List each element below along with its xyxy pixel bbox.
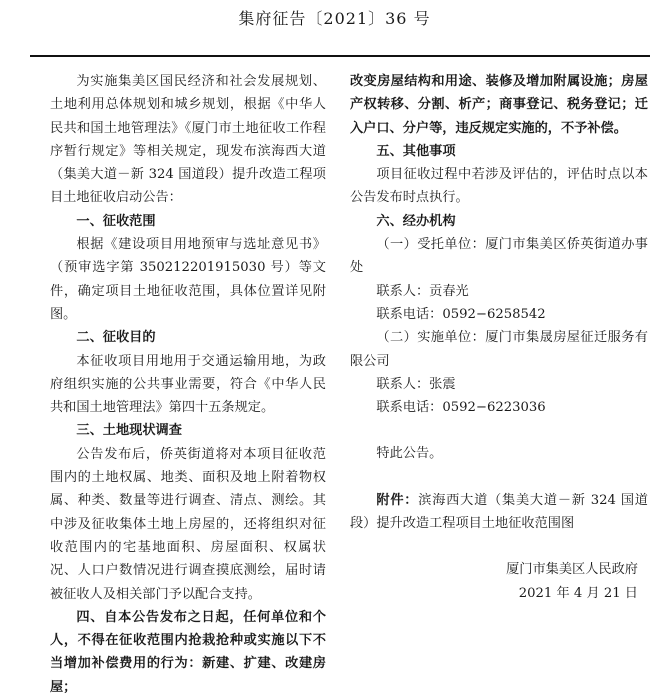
intro-paragraph: 为实施集美区国民经济和社会发展规划、土地利用总体规划和城乡规划，根据《中华人民共和国土地管理法》《厦门市土地征收工作程序暂行规定》等相关规定，现发布滨海西大道（集美大道－新 324 国道段）提升改造工程项目土地征收启动公告： <box>50 74 326 206</box>
section-2-title: 二、征收目的 <box>76 330 156 346</box>
section-1-text: 根据《建设项目用地预审与选址意见书》（预审选字第 350212201915030 号）等文件，确定项目土地征收范围，具体位置详见附图。 <box>50 237 326 322</box>
contact-phone-2: 联系电话：0592−6223036 <box>376 400 546 416</box>
left-column <box>50 70 326 699</box>
contact-phone-1: 联系电话：0592−6258542 <box>376 306 546 322</box>
section-2-text: 本征收项目用地用于交通运输用地，为政府组织实施的公共事业需要，符合《中华人民共和国土地管理法》第四十五条规定。 <box>50 353 326 416</box>
issue-date: 2021 年 4 月 21 日 <box>518 585 638 601</box>
contact-person-2: 联系人：张震 <box>376 376 456 392</box>
attachment-note <box>350 489 648 536</box>
document-number: 集府征告〔2021〕36 号 <box>238 9 431 28</box>
section-4-text-right: 改变房屋结构和用途、装修及增加附属设施；房屋产权转移、分割、析产；商事登记、税务登记；迁入户口、分户等，违反规定实施的，不予补偿。 <box>350 74 648 136</box>
closing-text: 特此公告。 <box>376 446 443 462</box>
header-rule <box>30 55 650 57</box>
section-5-text: 项目征收过程中若涉及评估的，评估时点以本公告发布时点执行。 <box>350 167 648 206</box>
section-1-title: 一、征收范围 <box>76 213 156 229</box>
attachment-label: 附件： <box>376 492 419 508</box>
section-4-text-left: 四、自本公告发布之日起，任何单位和个人，不得在征收范围内抢栽抢种或实施以下不当增加补偿费用的行为：新建、扩建、改建房屋； <box>50 609 326 695</box>
issuer-name: 厦门市集美区人民政府 <box>506 562 638 578</box>
contact-person-1: 联系人：贡春光 <box>376 283 469 299</box>
implementing-unit: （二）实施单位：厦门市集晟房屋征迁服务有限公司 <box>350 330 648 369</box>
entrusted-unit: （一）受托单位：厦门市集美区侨英街道办事处 <box>350 237 648 276</box>
section-3-text: 公告发布后，侨英街道将对本项目征收范围内的土地权属、地类、面积及地上附着物权属、种类、数量等进行调查、清点、测绘。其中涉及征收集体土地上房屋的，还将组织对征收范围内的宅基地面积、房屋面积、权属状况、人口户数情况进行调查摸底测绘，届时请被征收人及相关部门予以配合支持。 <box>50 446 326 602</box>
right-column <box>350 70 648 605</box>
section-6-title: 六、经办机构 <box>376 213 456 229</box>
section-5-title: 五、其他事项 <box>376 143 456 159</box>
attachment-text: 滨海西大道（集美大道－新 324 国道段）提升改造工程项目土地征收范围图 <box>350 492 648 532</box>
section-3-title: 三、土地现状调查 <box>76 423 182 439</box>
